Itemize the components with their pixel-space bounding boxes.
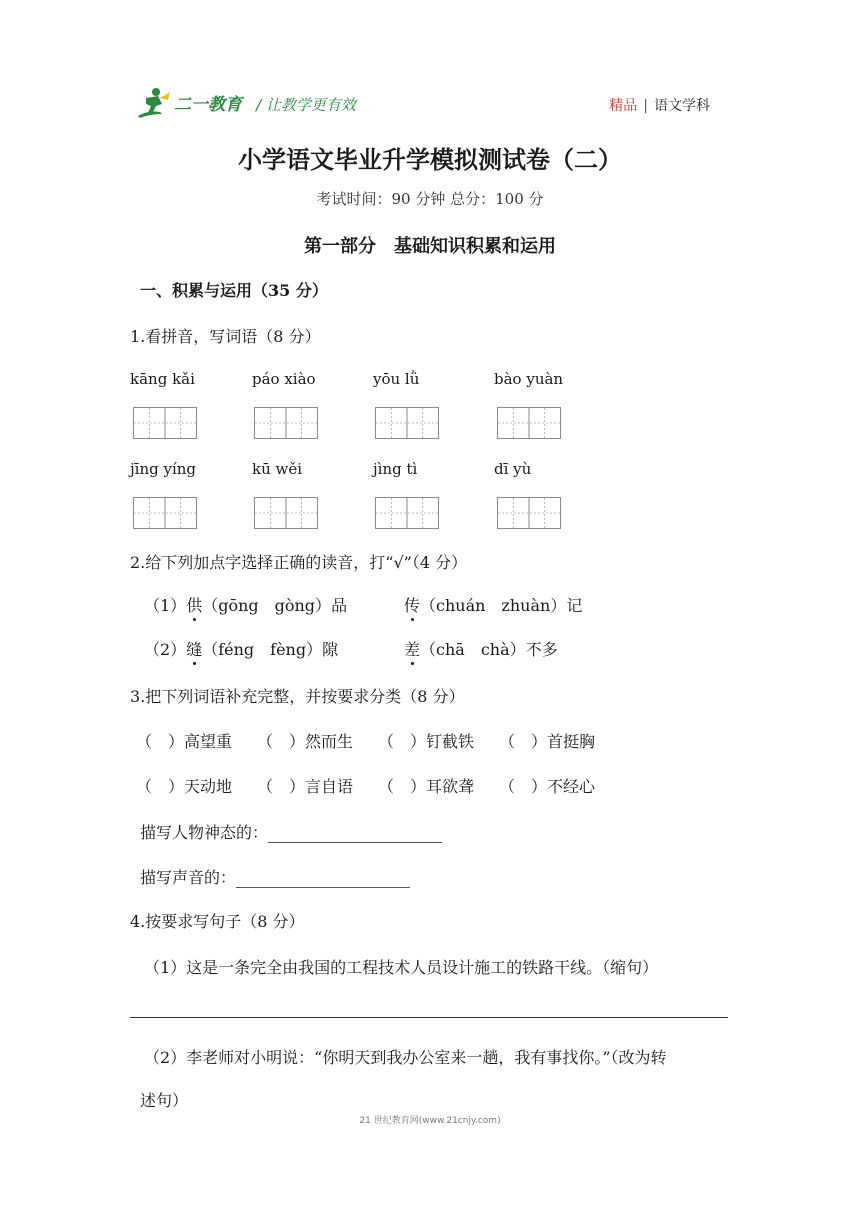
writing-grid[interactable] [497,497,561,529]
idiom-4[interactable]: （ ）首挺胸 [499,732,596,751]
q4-sentence-2-cont: 述句） [140,1091,189,1110]
answer-line[interactable] [268,826,442,843]
category-2 [140,865,410,888]
exam-subtitle: 考试时间：90 分钟 总分：100 分 [316,190,544,208]
item-number: （1） [144,596,187,615]
idiom-5[interactable]: （ ）天动地 [136,777,233,796]
writing-grid[interactable] [254,497,318,529]
footer-text: 21 世纪教育网(www.21cnjy.com) [359,1116,501,1126]
answer-line[interactable] [236,871,410,888]
idiom-6[interactable]: （ ）言自语 [257,777,354,796]
part-heading: 第一部分 基础知识积累和运用 [304,236,556,257]
word-rest: 不多 [525,640,558,659]
dotted-char: 缝 [186,637,202,660]
pinyin-options[interactable]: （gōng gòng） [202,596,332,615]
pinyin-3: yōu lǜ [373,370,420,388]
writing-grid[interactable] [375,407,439,439]
answer-line[interactable] [130,1017,728,1018]
writing-grid[interactable] [254,407,318,439]
writing-grid[interactable] [497,407,561,439]
word-rest: 隙 [322,640,339,659]
header-subject: 语文学科 [654,98,710,114]
q2-item-3 [144,637,338,660]
header-separator: | [643,98,648,114]
exam-title: 小学语文毕业升学模拟测试卷（二） [238,145,622,174]
writing-grid[interactable] [133,407,197,439]
pinyin-1: kāng kǎi [130,370,195,388]
writing-grid[interactable] [133,497,197,529]
idiom-7[interactable]: （ ）耳欲聋 [378,777,475,796]
header-slogan: / 让教学更有效 [256,96,356,114]
section-heading: 一、积累与运用（35 分） [140,281,328,300]
dotted-char: 供 [186,593,202,616]
idiom-3[interactable]: （ ）钉截铁 [378,732,475,751]
idiom-2[interactable]: （ ）然而生 [257,732,354,751]
category-2-label: 描写声音的： [140,868,237,887]
logo [136,86,251,120]
header-quality: 精品 [609,98,638,114]
dotted-char: 差 [404,637,420,660]
header-right [609,95,710,115]
q2-title: 2.给下列加点字选择正确的读音，打“√”（4 分） [130,553,468,572]
pinyin-4: bào yuàn [494,370,564,388]
q1-title: 1.看拼音，写词语（8 分） [130,327,321,346]
category-1 [140,820,442,843]
pinyin-8: dī yù [494,460,532,478]
pinyin-2: páo xiào [252,370,316,388]
q2-item-2 [404,593,582,616]
pinyin-6: kū wěi [252,460,303,478]
pinyin-7: jìng tì [373,460,418,478]
idiom-1[interactable]: （ ）高望重 [136,732,233,751]
pinyin-5: jīng yíng [130,460,197,478]
word-rest: 记 [566,596,583,615]
pinyin-options[interactable]: （chuán zhuàn） [420,596,567,615]
category-1-label: 描写人物神态的： [140,823,269,842]
idiom-8[interactable]: （ ）不经心 [499,777,596,796]
dotted-char: 传 [404,593,420,616]
q2-item-1 [144,593,347,616]
logo-text: 二一教育 [174,95,242,115]
q4-sentence-1: （1）这是一条完全由我国的工程技术人员设计施工的铁路干线。（缩句） [144,958,659,977]
item-number: （2） [144,640,187,659]
writing-grid[interactable] [375,497,439,529]
pinyin-options[interactable]: （féng fèng） [202,640,323,659]
q2-item-4 [404,637,558,660]
word-rest: 品 [331,596,348,615]
q3-title: 3.把下列词语补充完整，并按要求分类（8 分） [130,687,465,706]
q4-sentence-2: （2）李老师对小明说：“你明天到我办公室来一趟，我有事找你。”（改为转 [144,1048,667,1067]
q4-title: 4.按要求写句子（8 分） [130,912,305,931]
pinyin-options[interactable]: （chā chà） [420,640,526,659]
runner-logo-icon [136,86,251,120]
